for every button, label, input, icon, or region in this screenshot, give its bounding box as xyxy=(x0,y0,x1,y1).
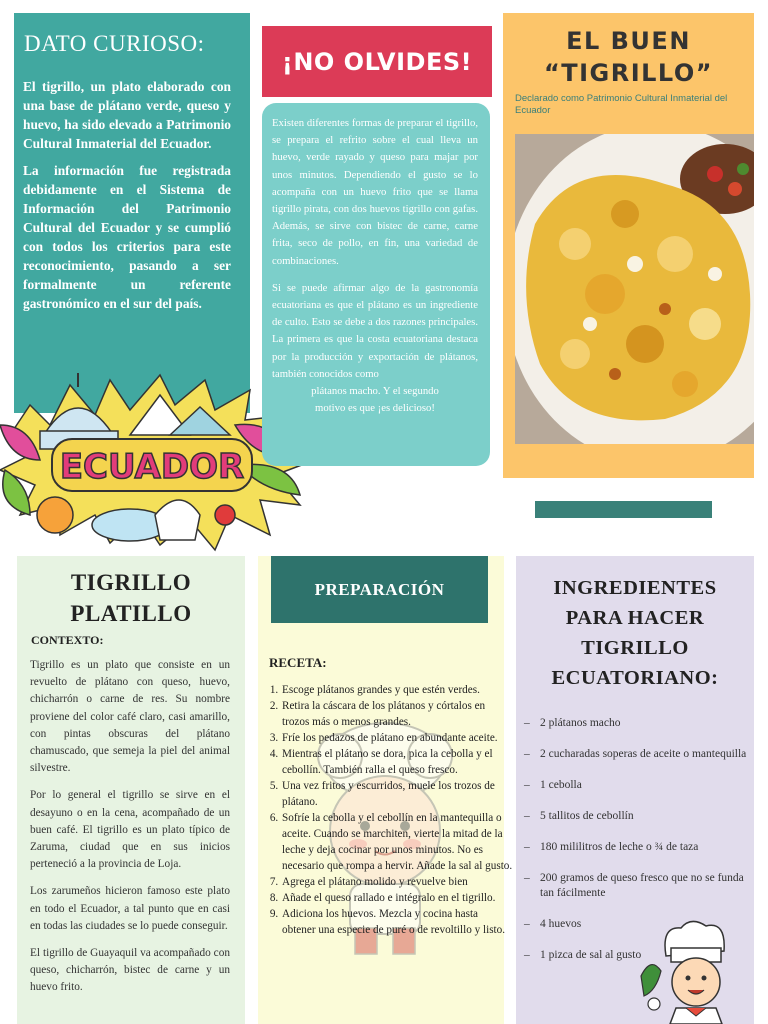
contexto-label: CONTEXTO: xyxy=(31,633,104,647)
receta-step: 3. Fríe los pedazos de plátano en abundante aceite. xyxy=(281,730,513,746)
ingrediente-item: – 1 cebolla xyxy=(524,778,752,793)
receta-step: 5. Una vez fritos y escurridos, muele los trozos de plátano. xyxy=(281,778,513,810)
no-olvides-paragraph-1: Existen diferentes formas de preparar el tigrillo, se prepara el refrito sobre el cual lleva un huevo, verde rayado y queso para majar por unos minutos. Dependiendo el gusto se lo acompaña con un huevo frito que se llama tigrillo pirata, con dos huevos tigrillo con gafas. Además, se sirve con bistec de carne, carne frita, seco de pollo, en fin, una variedad de combinaciones. xyxy=(272,117,478,267)
dato-curioso-paragraph-2: La información fue registrada debidamente en el Sistema de Información del Patrimonio Cultural del Ecuador y se cumplió con todos los criterios para este reconocimiento, pasando a ser formalmente un referente gastronómico en el sur del país. xyxy=(23,163,231,311)
platillo-text xyxy=(30,657,230,1007)
ingrediente-item: – 4 huevos xyxy=(524,917,752,932)
ingredientes-title xyxy=(516,573,754,693)
ingredientes-panel xyxy=(516,556,754,1024)
patrimonio-subtitle: Declarado como Patrimonio Cultural Inmaterial del Ecuador xyxy=(515,93,728,116)
chef-illustration xyxy=(636,916,754,1024)
receta-label: RECETA: xyxy=(269,655,327,670)
no-olvides-box xyxy=(262,103,490,466)
platillo-title-line-2: PLATILLO xyxy=(70,601,192,626)
title-line-2: “TIGRILLO” xyxy=(543,59,714,87)
no-olvides-text xyxy=(272,115,478,417)
tigrillo-platillo-panel xyxy=(17,556,245,1024)
no-olvides-paragraph-2-line-3: motivo es que ¡es delicioso! xyxy=(315,402,435,415)
ingredientes-title-line-4: ECUATORIANO: xyxy=(551,667,719,689)
ecuador-lettering: ECUADOR xyxy=(59,447,245,487)
receta-step: 1. Escoge plátanos grandes y que estén verdes. xyxy=(281,682,513,698)
platillo-paragraph-3: Los zarumeños hicieron famoso este plato en todo el Ecuador, a tal punto que en casi en todas las ciudades se lo puede conseguir. xyxy=(30,885,230,932)
receta-step: 8. Añade el queso rallado e intégralo en el tigrillo. xyxy=(281,890,513,906)
receta-step: 2. Retira la cáscara de los plátanos y córtalos en trozos más o menos grandes. xyxy=(281,698,513,730)
platillo-title xyxy=(17,567,245,629)
receta-step: 7. Agrega el plátano molido y revuelve bien xyxy=(281,874,513,890)
ingrediente-item: – 5 tallitos de cebollín xyxy=(524,809,752,824)
ingredientes-title-line-2: PARA HACER xyxy=(565,607,705,629)
platillo-paragraph-4: El tigrillo de Guayaquil va acompañado con queso, chicharrón, bistec de carne y un huevo frito. xyxy=(30,947,230,994)
platillo-paragraph-1: Tigrillo es un plato que consiste en un revuelto de plátano con queso, huevo, chicharrón o carne de res. Su nombre proviene del color café claro, casi amarillo, con pintas obscuras del plátano chamuscado, que semeja la piel del animal silvestre. xyxy=(30,659,230,775)
ingredientes-title-line-3: TIGRILLO xyxy=(581,637,689,659)
no-olvides-banner: ¡NO OLVIDES! xyxy=(262,26,492,97)
ingrediente-item: – 200 gramos de queso fresco que no se funda tan fácilmente xyxy=(524,871,752,901)
receta-steps xyxy=(266,682,513,938)
preparacion-panel xyxy=(258,556,513,1024)
dato-curioso-paragraph-1: El tigrillo, un plato elaborado con una base de plátano verde, queso y huevo, ha sido elevado a Patrimonio Cultural Inmaterial del Ecuador. xyxy=(23,79,231,151)
decorative-bar xyxy=(535,501,712,518)
no-olvides-paragraph-2-line-2: plátanos macho. Y el segundo xyxy=(311,385,439,398)
title-line-1: EL BUEN xyxy=(566,27,691,55)
dato-curioso-title: DATO CURIOSO: xyxy=(24,31,205,56)
ingrediente-item: – 180 mililitros de leche o ¾ de taza xyxy=(524,840,752,855)
dato-curioso-panel xyxy=(14,13,250,413)
dato-curioso-text xyxy=(23,77,231,321)
preparacion-banner: PREPARACIÓN xyxy=(271,556,488,623)
receta-step: 4. Mientras el plátano se dora, pica la cebolla y el cebollín. También ralla el queso fresco. xyxy=(281,746,513,778)
ingredientes-title-line-1: INGREDIENTES xyxy=(553,577,717,599)
ingrediente-item: – 2 plátanos macho xyxy=(524,716,752,731)
receta-step: 6. Sofríe la cebolla y el cebollín en la mantequilla o aceite. Cuando se marchiten, vierte la mitad de la leche y deja cocinar por unos minutos. No es necesario que rompa a hervir. Añade la sal al gusto. xyxy=(281,810,513,874)
el-buen-tigrillo-title xyxy=(503,25,754,89)
ingrediente-item: – 2 cucharadas soperas de aceite o mantequilla xyxy=(524,747,752,762)
no-olvides-paragraph-2: Si se puede afirmar algo de la gastronomía ecuatoriana es que el plátano es un ingrediente de culto. Esto se debe a dos razones principales. La primera es que la costa ecuatoriana destaca por la producción y exportación de plátanos, también conocidos como xyxy=(272,281,478,380)
ingrediente-item: – 1 pizca de sal al gusto xyxy=(524,948,752,963)
receta-step: 9. Adiciona los huevos. Mezcla y cocina hasta obtener una especie de puré o de revoltillo y listo. xyxy=(281,906,513,938)
platillo-paragraph-2: Por lo general el tigrillo se sirve en el desayuno o en la cena, acompañado de un buen café. El tigrillo es un plato típico de Zaruma, ciudad que en sus inicios perteneció a la provincia de Loja. xyxy=(30,789,230,871)
platillo-title-line-1: TIGRILLO xyxy=(70,570,192,595)
tigrillo-photo xyxy=(515,134,754,444)
el-buen-tigrillo-panel xyxy=(503,13,754,478)
